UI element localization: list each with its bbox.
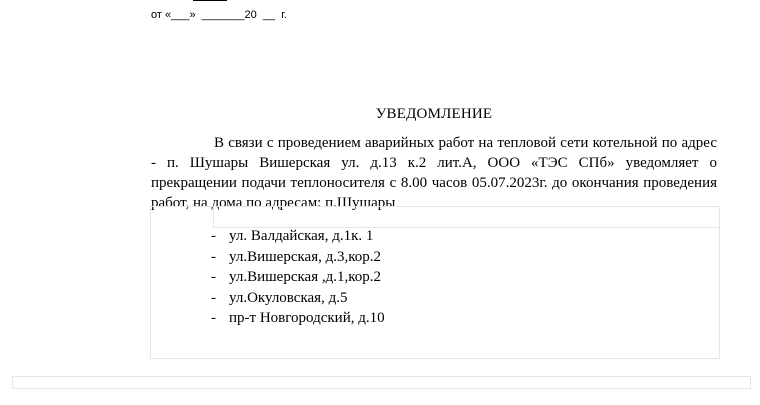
- list-item: [211, 226, 385, 247]
- list-bullet: -: [211, 310, 216, 326]
- date-line: от «___» _______20 __ г.: [151, 9, 287, 21]
- list-item: [211, 288, 385, 309]
- page-footer-box: [12, 376, 751, 389]
- list-bullet: -: [211, 228, 216, 244]
- list-item: [211, 247, 385, 268]
- table-divider: [213, 207, 214, 227]
- address-text: ул.Вишерская, д.3,кор.2: [229, 248, 381, 265]
- list-bullet: -: [211, 289, 216, 306]
- address-text: пр-т Новгородский, д.10: [229, 310, 385, 326]
- address-text: ул.Окуловская, д.5: [229, 289, 348, 306]
- list-item: [211, 267, 385, 288]
- notice-paragraph: В связи с проведением аварийных работ на тепловой сети котельной по адрес - п. Шушары Вишерская ул. д.13 к.2 лит.А, ООО «ТЭС СПб» уведомляет о прекращении подачи теплоносителя с 8.00 часов 05.07.2023г. до окончания проведения работ, на дома по адресам: п.Шушары: [151, 135, 717, 211]
- list-bullet: -: [211, 269, 216, 285]
- notice-title: УВЕДОМЛЕНИЕ: [375, 106, 493, 122]
- address-list: [211, 226, 385, 329]
- notice-body: [151, 133, 717, 213]
- list-bullet: -: [211, 248, 216, 265]
- address-text: ул.Вишерская ,д.1,кор.2: [229, 269, 381, 285]
- address-text: ул. Валдайская, д.1к. 1: [229, 228, 374, 244]
- signature-line: [193, 0, 227, 2]
- list-item: [211, 308, 385, 329]
